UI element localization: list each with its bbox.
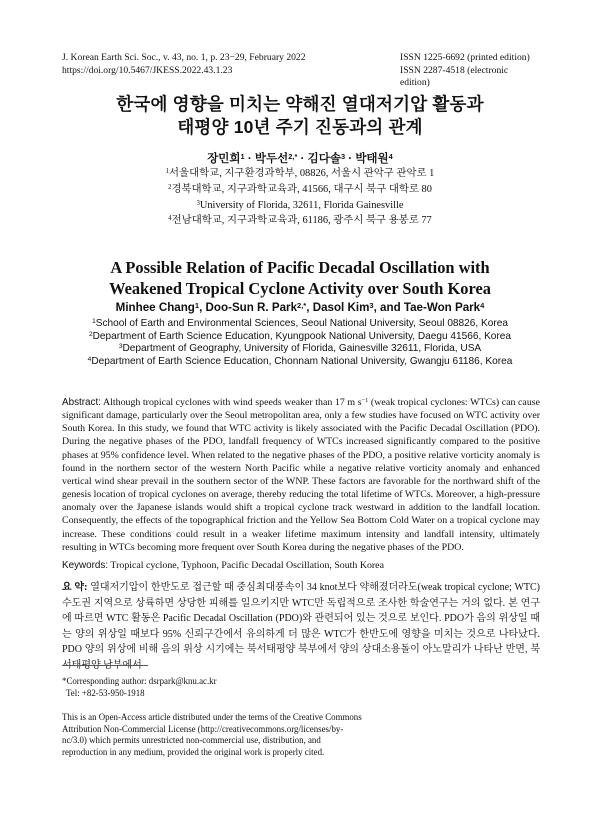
korean-affiliation bbox=[0, 213, 600, 229]
affiliation-sup: 4 bbox=[87, 355, 92, 363]
affiliation-text: Department of Geography, University of Florida, Gainesville 32611, Florida, USA bbox=[122, 343, 482, 355]
license-note: This is an Open-Access article distributed under the terms of the Creative Commons Attribution Non-Commercial License (http://creativecommons.org/licenses/by-nc/3.0) which permits unrestricted non-commercial use, distribution, and reproduction in any medium, provided the original work is properly cited. bbox=[62, 712, 362, 757]
affiliation-sup: 4 bbox=[168, 215, 172, 223]
english-authors bbox=[0, 301, 600, 314]
affiliation-text: School of Earth and Environmental Sciences, Seoul National University, Seoul 08826, Korea bbox=[95, 318, 508, 329]
affiliation-text: 서울대학교, 지구환경과학부, 08826, 서울시 관악구 관악로 1 bbox=[169, 168, 435, 179]
affiliation-sup: 2 bbox=[88, 330, 93, 338]
english-title-line2: Weakened Tropical Cyclone Activity over South Korea bbox=[109, 278, 491, 298]
korean-author: 김다솔 bbox=[307, 153, 341, 165]
korean-abstract-text: 열대저기압이 한반도로 접근할 때 중심최대풍속이 34 knot보다 약해졌더라도(weak tropical cyclone; WTC) 수도권 지역으로 상륙하면 상당한 피해를 일으키지만 WTC만 독립적으로 조사한 학술연구는 거의 없다. 본 연구에 따르면 WTC 활동은 Pacific Decadal Oscillation (PDO)와 관련되어 있는 것으로 보인다. PDO가 음의 위상일 때는 양의 위상일 때보다 95% 신뢰구간에서 유의하게 더 많은 WTC가 한반도에 영향을 미치는 것으로 나타났다. PDO 양의 위상에 비해 음의 위상 시기에는 북서태평양 북부에서 양의 상대소용돌이 아노말리가 나타난 반면, 북서태평양 남부에서 bbox=[62, 582, 540, 671]
author-separator: , and bbox=[373, 301, 404, 314]
korean-title-line2: 태평양 10년 주기 진동과의 관계 bbox=[177, 117, 423, 137]
english-author: Minhee Chang bbox=[115, 301, 195, 314]
affiliation-sup: 1 bbox=[92, 318, 96, 326]
korean-author-sup: 2,* bbox=[288, 151, 298, 161]
affiliation-text: Department of Earth Science Education, Chonnam National University, Gwangju 61186, Korea bbox=[91, 355, 513, 367]
english-author-sup: 4 bbox=[480, 300, 485, 310]
english-author-sup: 2,* bbox=[297, 300, 307, 310]
english-author-sup: 1 bbox=[194, 300, 200, 310]
abstract-text-part1: Although tropical cyclones with wind speeds weaker than 17 m s bbox=[103, 397, 362, 408]
korean-author: 박두선 bbox=[254, 153, 289, 165]
korean-authors bbox=[0, 150, 600, 166]
author-separator: · bbox=[297, 153, 308, 165]
abstract-label: Abstract: bbox=[62, 397, 101, 408]
abstract-unit-sup: −1 bbox=[361, 397, 369, 405]
korean-affiliation bbox=[0, 166, 600, 182]
affiliation-sup: 1 bbox=[165, 167, 170, 175]
english-affiliation bbox=[0, 331, 600, 344]
affiliation-text: University of Florida, 32611, Florida Gainesville bbox=[199, 199, 404, 211]
author-separator: , bbox=[199, 301, 206, 314]
author-separator: , bbox=[306, 301, 313, 314]
korean-title-line1: 한국에 영향을 미치는 약해진 열대저기압 활동과 bbox=[116, 94, 484, 114]
affiliation-sup: 2 bbox=[168, 183, 172, 191]
issn-electronic: ISSN 2287-4518 (electronic edition) bbox=[400, 64, 509, 88]
keywords-label: Keywords: bbox=[62, 560, 109, 571]
corresponding-tel: Tel: +82-53-950-1918 bbox=[66, 687, 145, 698]
korean-affiliations bbox=[0, 166, 600, 229]
english-affiliation bbox=[0, 318, 600, 331]
issn-print: ISSN 1225-6692 (printed edition) bbox=[400, 52, 530, 63]
abstract bbox=[62, 396, 540, 554]
english-author: Doo-Sun R. Park bbox=[205, 301, 298, 314]
affiliation-text: 경북대학교, 지구과학교육과, 41566, 대구시 북구 대학로 80 bbox=[171, 183, 432, 195]
english-title bbox=[0, 258, 600, 299]
korean-author-sup: 1 bbox=[240, 151, 245, 161]
journal-citation bbox=[62, 52, 306, 77]
korean-abstract-label: 요 약: bbox=[62, 582, 88, 593]
affiliation-sup: 3 bbox=[118, 343, 123, 351]
korean-author-sup: 3 bbox=[340, 151, 346, 161]
corresponding-author: *Corresponding author: dsrpark@knu.ac.kr bbox=[62, 676, 217, 686]
english-author-sup: 3 bbox=[369, 300, 374, 310]
english-affiliation bbox=[0, 356, 600, 369]
journal-line: J. Korean Earth Sci. Soc., v. 43, no. 1, p. 23−29, February 2022 bbox=[62, 52, 306, 63]
doi-line: https://doi.org/10.5467/JKESS.2022.43.1.23 bbox=[62, 64, 233, 76]
affiliation-text: 전남대학교, 지구과학교육과, 61186, 광주시 북구 용봉로 77 bbox=[171, 215, 432, 227]
korean-author: 장민희 bbox=[207, 153, 241, 165]
footnote-divider bbox=[62, 665, 148, 666]
english-author: Dasol Kim bbox=[312, 301, 370, 314]
korean-affiliation bbox=[0, 198, 600, 214]
english-title-line1: A Possible Relation of Pacific Decadal Oscillation with bbox=[110, 258, 490, 277]
korean-affiliation bbox=[0, 182, 600, 198]
abstract-text-part2: (weak tropical cyclones: WTCs) can cause significant damage, particularly over the Seoul metropolitan area, only a few studies have focused on WTC activity over South Korea. In this study, we found that WTC activity is likely associated with the Pacific Decadal Oscillation (PDO). During the negative phases of the PDO, landfall frequency of WTCs increased significantly compared to the positive phases at 95% confidence level. When related to the negative phases of the PDO, a positive relative vorticity anomaly is found in the northern sector of the western North Pacific while a negative relative vorticity anomaly and enhanced vertical wind shear prevail in the southern sector of the WNP. These factors are favorable for the northward shift of the genesis location of tropical cyclones on average, thereby reducing the total lifetime of WTCs. Moreover, a high-pressure anomaly over the Japanese islands would shift a tropical cyclone track westward in addition to the landfall location. Consequently, the effects of the topographical friction and the Yellow Sea Bottom Cold Water on a tropical cyclone may increase. These conditions could result in a weaker lifetime maximum intensity and landfall intensity, ultimately resulting in WTCs becoming more frequent over South Korea during the negative phases of the PDO. bbox=[62, 397, 540, 553]
issn-block bbox=[400, 52, 538, 90]
keywords-text: Tropical cyclone, Typhoon, Pacific Decadal Oscillation, South Korea bbox=[110, 560, 384, 571]
korean-title bbox=[0, 93, 600, 139]
korean-author: 박태원 bbox=[355, 153, 389, 165]
english-affiliation bbox=[0, 343, 600, 356]
affiliation-sup: 3 bbox=[196, 199, 200, 207]
korean-abstract bbox=[62, 580, 540, 673]
english-author: Tae-Won Park bbox=[403, 301, 481, 314]
footnote bbox=[62, 676, 362, 699]
english-affiliations bbox=[0, 318, 600, 368]
korean-author-sup: 4 bbox=[388, 151, 393, 161]
affiliation-text: Department of Earth Science Education, Kyungpook National University, Daegu 41566, Korea bbox=[92, 330, 512, 342]
author-separator: · bbox=[345, 153, 356, 165]
author-separator: · bbox=[244, 153, 255, 165]
keywords bbox=[62, 559, 540, 572]
